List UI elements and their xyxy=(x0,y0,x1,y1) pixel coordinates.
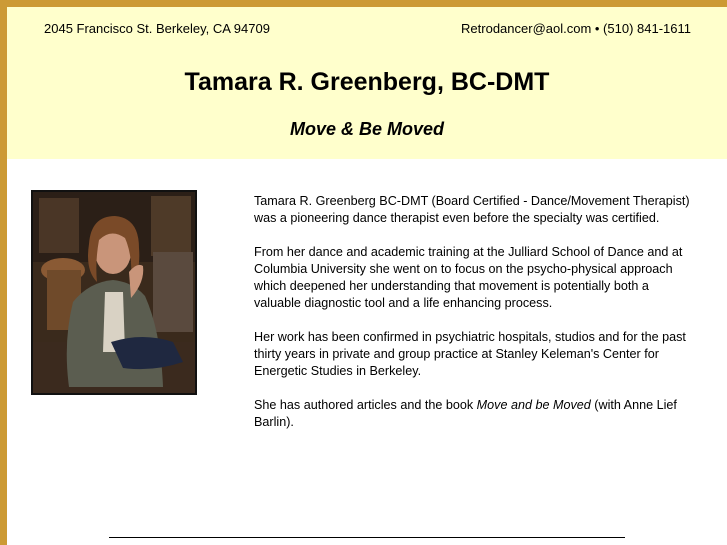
site-header xyxy=(7,7,727,159)
bio-paragraph-2: From her dance and academic training at the Julliard School of Dance and at Columbia University she went on to focus on the psycho-physical approach which deepened her understanding that movement is potentially both a valuable diagnostic tool and a life enhancing process. xyxy=(254,245,683,310)
page xyxy=(7,7,727,545)
portrait-photo xyxy=(31,190,197,395)
bio-paragraph-4-end: (with Anne Lief Barlin). xyxy=(254,398,677,429)
bio-paragraph-3: Her work has been confirmed in psychiatric hospitals, studios and for the past thirty years in private and group practice at Stanley Keleman's Center for Energetic Studies in Berkeley. xyxy=(254,330,686,378)
page-title: Tamara R. Greenberg, BC-DMT xyxy=(184,68,550,96)
book-title: Move and be Moved xyxy=(476,398,591,412)
footer-divider xyxy=(109,537,625,538)
bio-text xyxy=(254,193,694,448)
bio-paragraph-1: Tamara R. Greenberg BC-DMT (Board Certified - Dance/Movement Therapist) was a pioneering dance therapist even before the specialty was certified. xyxy=(254,194,690,225)
bio-paragraph-4 xyxy=(254,397,694,431)
address-text: 2045 Francisco St. Berkeley, CA 94709 xyxy=(44,21,270,36)
portrait-illustration xyxy=(33,192,195,393)
bio-paragraph-4-start: She has authored articles and the book xyxy=(254,398,477,412)
tagline: Move & Be Moved xyxy=(289,119,445,139)
contact-info: Retrodancer@aol.com • (510) 841-1611 xyxy=(461,21,691,36)
